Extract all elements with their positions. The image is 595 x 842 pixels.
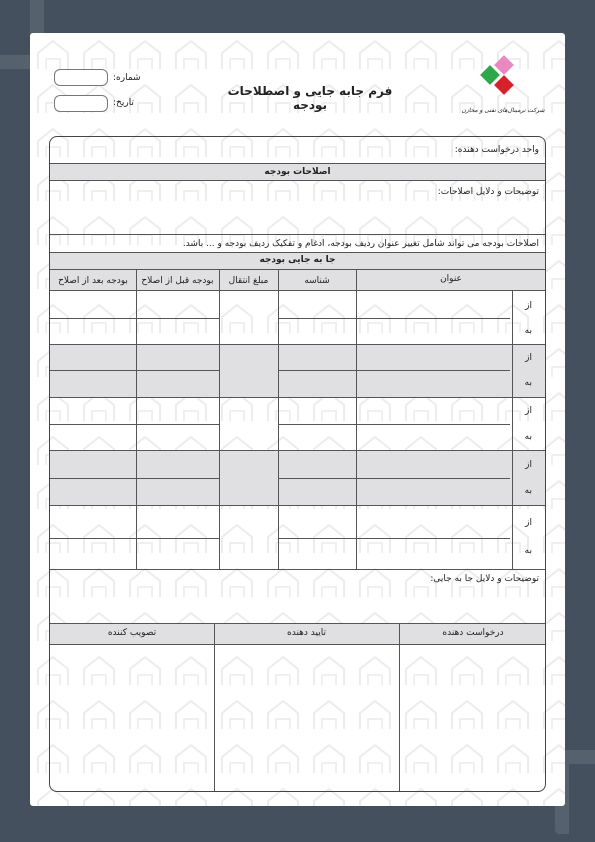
row-label-from: از bbox=[525, 353, 532, 363]
number-input[interactable] bbox=[54, 69, 108, 86]
amendments-note: اصلاحات بودجه می تواند شامل تغییر عنوان ردیف بودجه، ادغام و تفکیک ردیف بودجه و ... باشد. bbox=[182, 239, 539, 249]
row-label-from: از bbox=[525, 301, 532, 311]
column-header-transfer-amount: مبلغ انتقال bbox=[228, 276, 269, 286]
column-header-budget-after: بودجه بعد از اصلاح bbox=[58, 276, 128, 286]
shaded-row-group bbox=[50, 345, 545, 397]
company-name: شرکت ترمینال‌های نفتی و مخازن bbox=[461, 107, 545, 114]
row-label-to: به bbox=[524, 378, 532, 388]
amendments-heading: اصلاحات بودجه bbox=[264, 167, 331, 177]
date-input[interactable] bbox=[54, 95, 108, 112]
row-label-to: به bbox=[524, 486, 532, 496]
number-label: شماره: bbox=[113, 73, 141, 83]
company-logo-icon bbox=[476, 55, 524, 105]
signature-approver-label: تصویب کننده bbox=[107, 628, 157, 638]
row-label-to: به bbox=[524, 326, 532, 336]
requester-unit-label: واحد درخواست دهنده: bbox=[454, 145, 539, 155]
column-header-budget-before: بودجه قبل از اصلاح bbox=[141, 276, 214, 286]
row-label-from: از bbox=[525, 518, 532, 528]
column-header-title: عنوان bbox=[440, 274, 462, 284]
column-header-id: شناسه bbox=[304, 276, 330, 286]
form-page bbox=[30, 33, 565, 806]
signature-requester-label: درخواست دهنده bbox=[442, 628, 504, 638]
date-label: تاریخ: bbox=[113, 98, 134, 108]
form-table bbox=[49, 136, 546, 792]
transfer-reasons-label: توضیحات و دلایل جا به جایی: bbox=[430, 574, 539, 584]
row-label-from: از bbox=[525, 406, 532, 416]
row-label-to: به bbox=[524, 546, 532, 556]
row-label-to: به bbox=[524, 432, 532, 442]
transfer-heading: جا به جایی بودجه bbox=[259, 255, 336, 265]
amendments-reasons-label: توضیحات و دلایل اصلاحات: bbox=[437, 187, 539, 197]
row-label-from: از bbox=[525, 460, 532, 470]
signature-confirmer-label: تایید دهنده bbox=[287, 628, 326, 638]
form-title: فرم جابه جایی و اصطلاحات بودجه bbox=[227, 84, 393, 112]
